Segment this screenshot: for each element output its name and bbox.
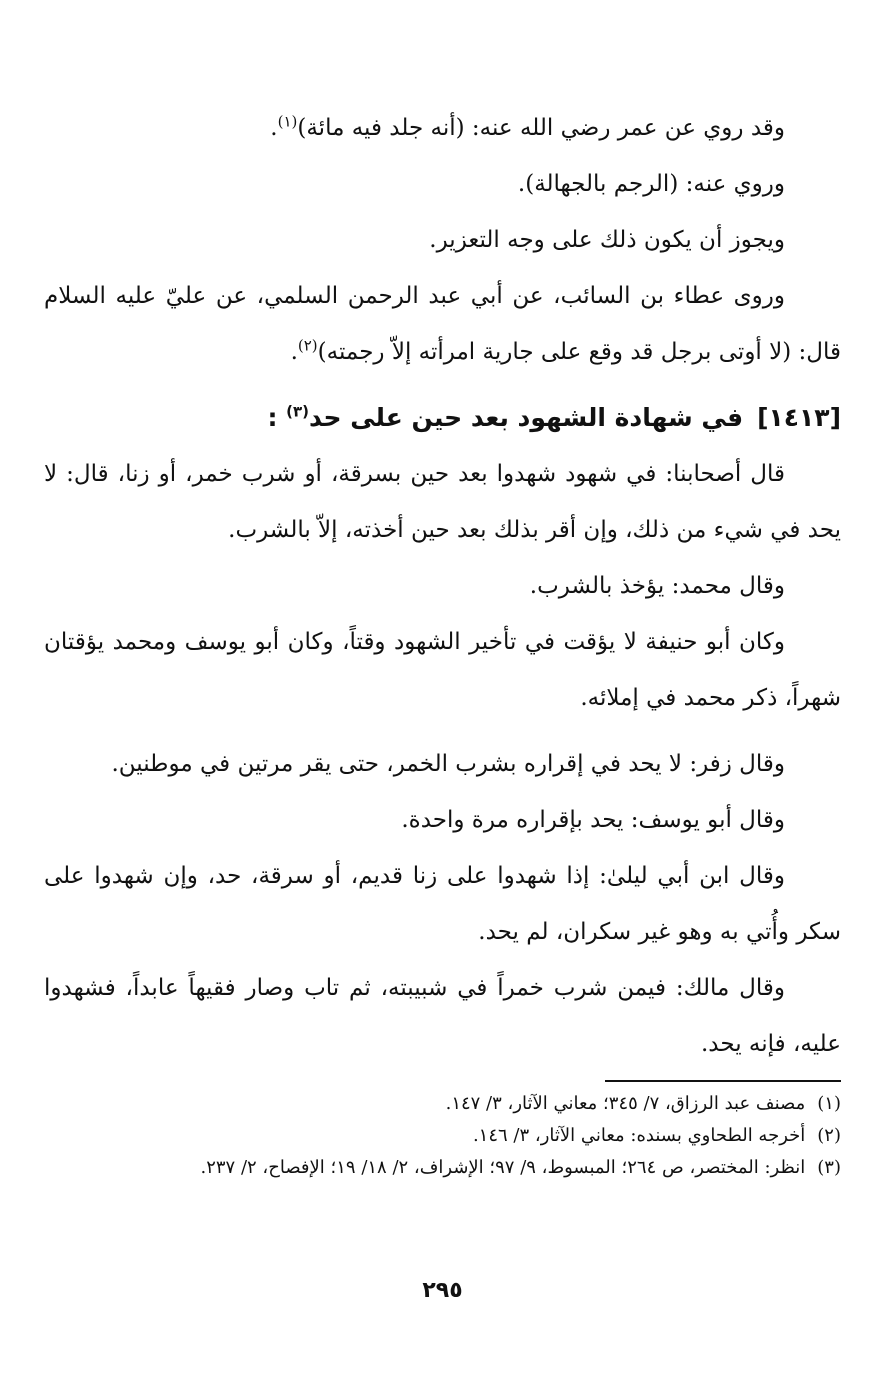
footnote-number: (١) [817,1093,841,1114]
paragraph-text: وقد روي عن عمر رضي الله عنه: (أنه جلد فيه مائة) [297,115,785,141]
paragraph: وقال محمد: يؤخذ بالشرب. [529,573,785,599]
footnote-text: مصنف عبد الرزاق، ٧/ ٣٤٥؛ معاني الآثار، ٣/ ١٤٧. [445,1093,806,1114]
paragraph-text: وروى عطاء بن السائب، عن أبي عبد الرحمن السلمي، عن عليّ عليه السلام قال: (لا أوتى برجل قد وقع على جارية امرأته إلاّ رجمته) [44,283,841,365]
paragraph: وقال زفر: لا يحد في إقراره بشرب الخمر، حتى يقر مرتين في موطنين. [111,751,785,777]
paragraph: وروي عنه: (الرجم بالجهالة). [517,171,785,197]
footnote [44,1152,841,1184]
footnotes [44,1080,841,1184]
section-number: [١٤١٣] [757,403,841,432]
page-number: ٢٩٥ [422,1278,463,1303]
paragraph: وقال أبو يوسف: يحد بإقراره مرة واحدة. [401,807,785,833]
section-heading [44,390,841,446]
footnote-number: (٣) [817,1157,841,1178]
footnote-text: أخرجه الطحاوي بسنده: معاني الآثار، ٣/ ١٤٦. [472,1125,806,1146]
paragraph: وقال ابن أبي ليلىٰ: إذا شهدوا على زنا قديم، أو سرقة، حد، وإن شهدوا على سكر وأُتي به وهو غير سكران، لم يحد. [44,863,841,945]
footnote-divider [605,1080,841,1082]
main-text [44,100,841,1072]
paragraph-end: . [290,339,298,365]
spacer [44,726,841,736]
footnote-ref[interactable]: (٣) [286,402,310,421]
paragraph [44,100,841,156]
paragraph: ويجوز أن يكون ذلك على وجه التعزير. [429,227,785,253]
paragraph: وكان أبو حنيفة لا يؤقت في تأخير الشهود وقتاً، وكان أبو يوسف ومحمد يؤقتان شهراً، ذكر محمد في إملائه. [44,629,841,711]
footnote-ref[interactable]: (١) [277,112,298,131]
paragraph [44,268,841,380]
section-title: في شهادة الشهود بعد حين على حد [309,403,744,432]
paragraph: وقال مالك: فيمن شرب خمراً في شبيبته، ثم تاب وصار فقيهاً عابداً، فشهدوا عليه، فإنه يحد. [44,975,841,1057]
footnote [44,1088,841,1120]
footnote [44,1120,841,1152]
footnote-text: انظر: المختصر، ص ٢٦٤؛ المبسوط، ٩/ ٩٧؛ الإشراف، ٢/ ١٨/ ١٩؛ الإفصاح، ٢/ ٢٣٧. [200,1157,806,1178]
footnote-number: (٢) [817,1125,841,1146]
paragraph: قال أصحابنا: في شهود شهدوا بعد حين بسرقة، أو شرب خمر، أو زنا، قال: لا يحد في شيء من ذلك، وإن أقر بذلك بعد حين أخذته، إلاّ بالشرب. [44,461,841,543]
heading-end: : [267,403,278,432]
paragraph-end: . [270,115,278,141]
footnote-ref[interactable]: (٢) [297,336,318,355]
